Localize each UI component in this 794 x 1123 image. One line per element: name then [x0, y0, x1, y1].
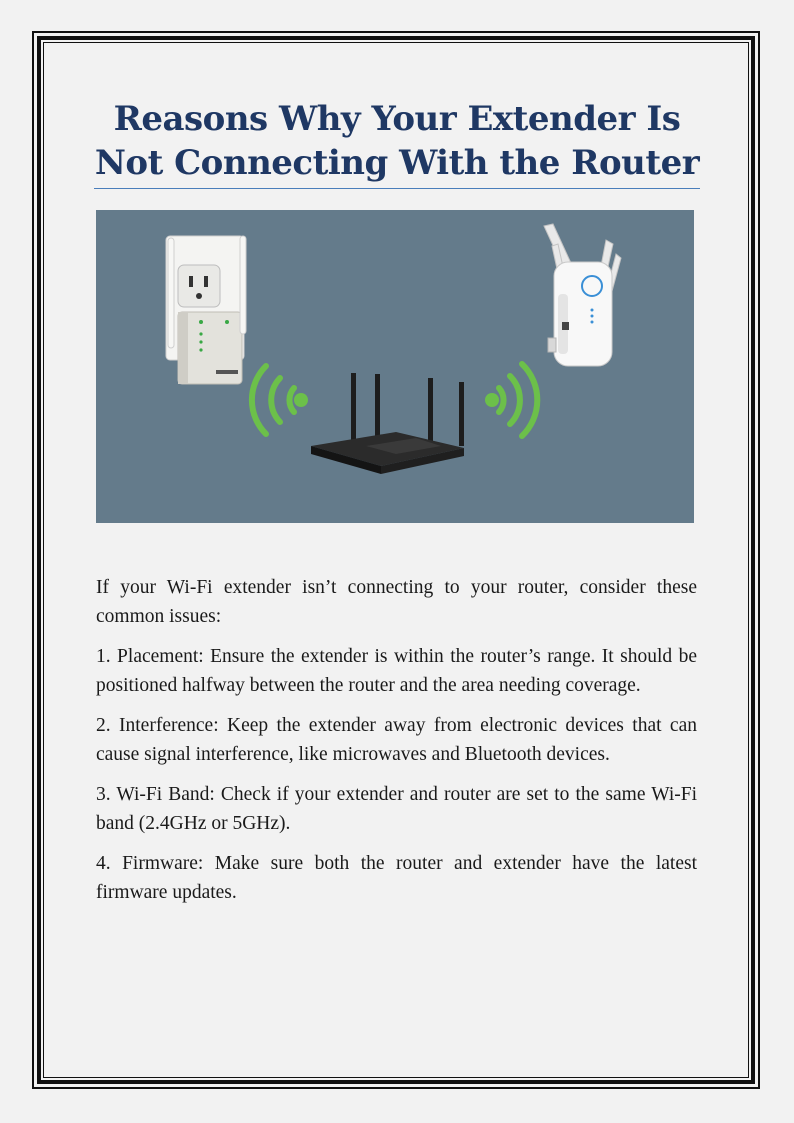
hero-image	[96, 210, 694, 523]
intro-paragraph: If your Wi-Fi extender isn’t connecting to your router, consider these common issues:	[96, 577, 697, 627]
reason-wifi-band: 3. Wi-Fi Band: Check if your extender and router are set to the same Wi-Fi band (2.4GHz or 5GHz).	[96, 784, 697, 834]
right-extender-icon	[544, 224, 621, 366]
reason-placement: 1. Placement: Ensure the extender is within the router’s range. It should be positioned halfway between the router and the area needing coverage.	[96, 646, 697, 696]
page-title: Reasons Why Your Extender Is Not Connecting With the Router	[94, 99, 700, 183]
left-extender-icon	[166, 236, 246, 384]
extender-router-illustration	[96, 210, 694, 523]
reason-interference: 2. Interference: Keep the extender away from electronic devices that can cause signal interference, like microwaves and Bluetooth devices.	[96, 715, 697, 765]
page-border-inner	[43, 42, 749, 1078]
title-underline	[94, 188, 700, 189]
reason-firmware: 4. Firmware: Make sure both the router and extender have the latest firmware updates.	[96, 853, 697, 903]
router-icon	[311, 373, 464, 474]
article-body	[96, 574, 697, 919]
left-wifi-signal-icon	[252, 366, 308, 434]
right-wifi-signal-icon	[485, 364, 537, 436]
